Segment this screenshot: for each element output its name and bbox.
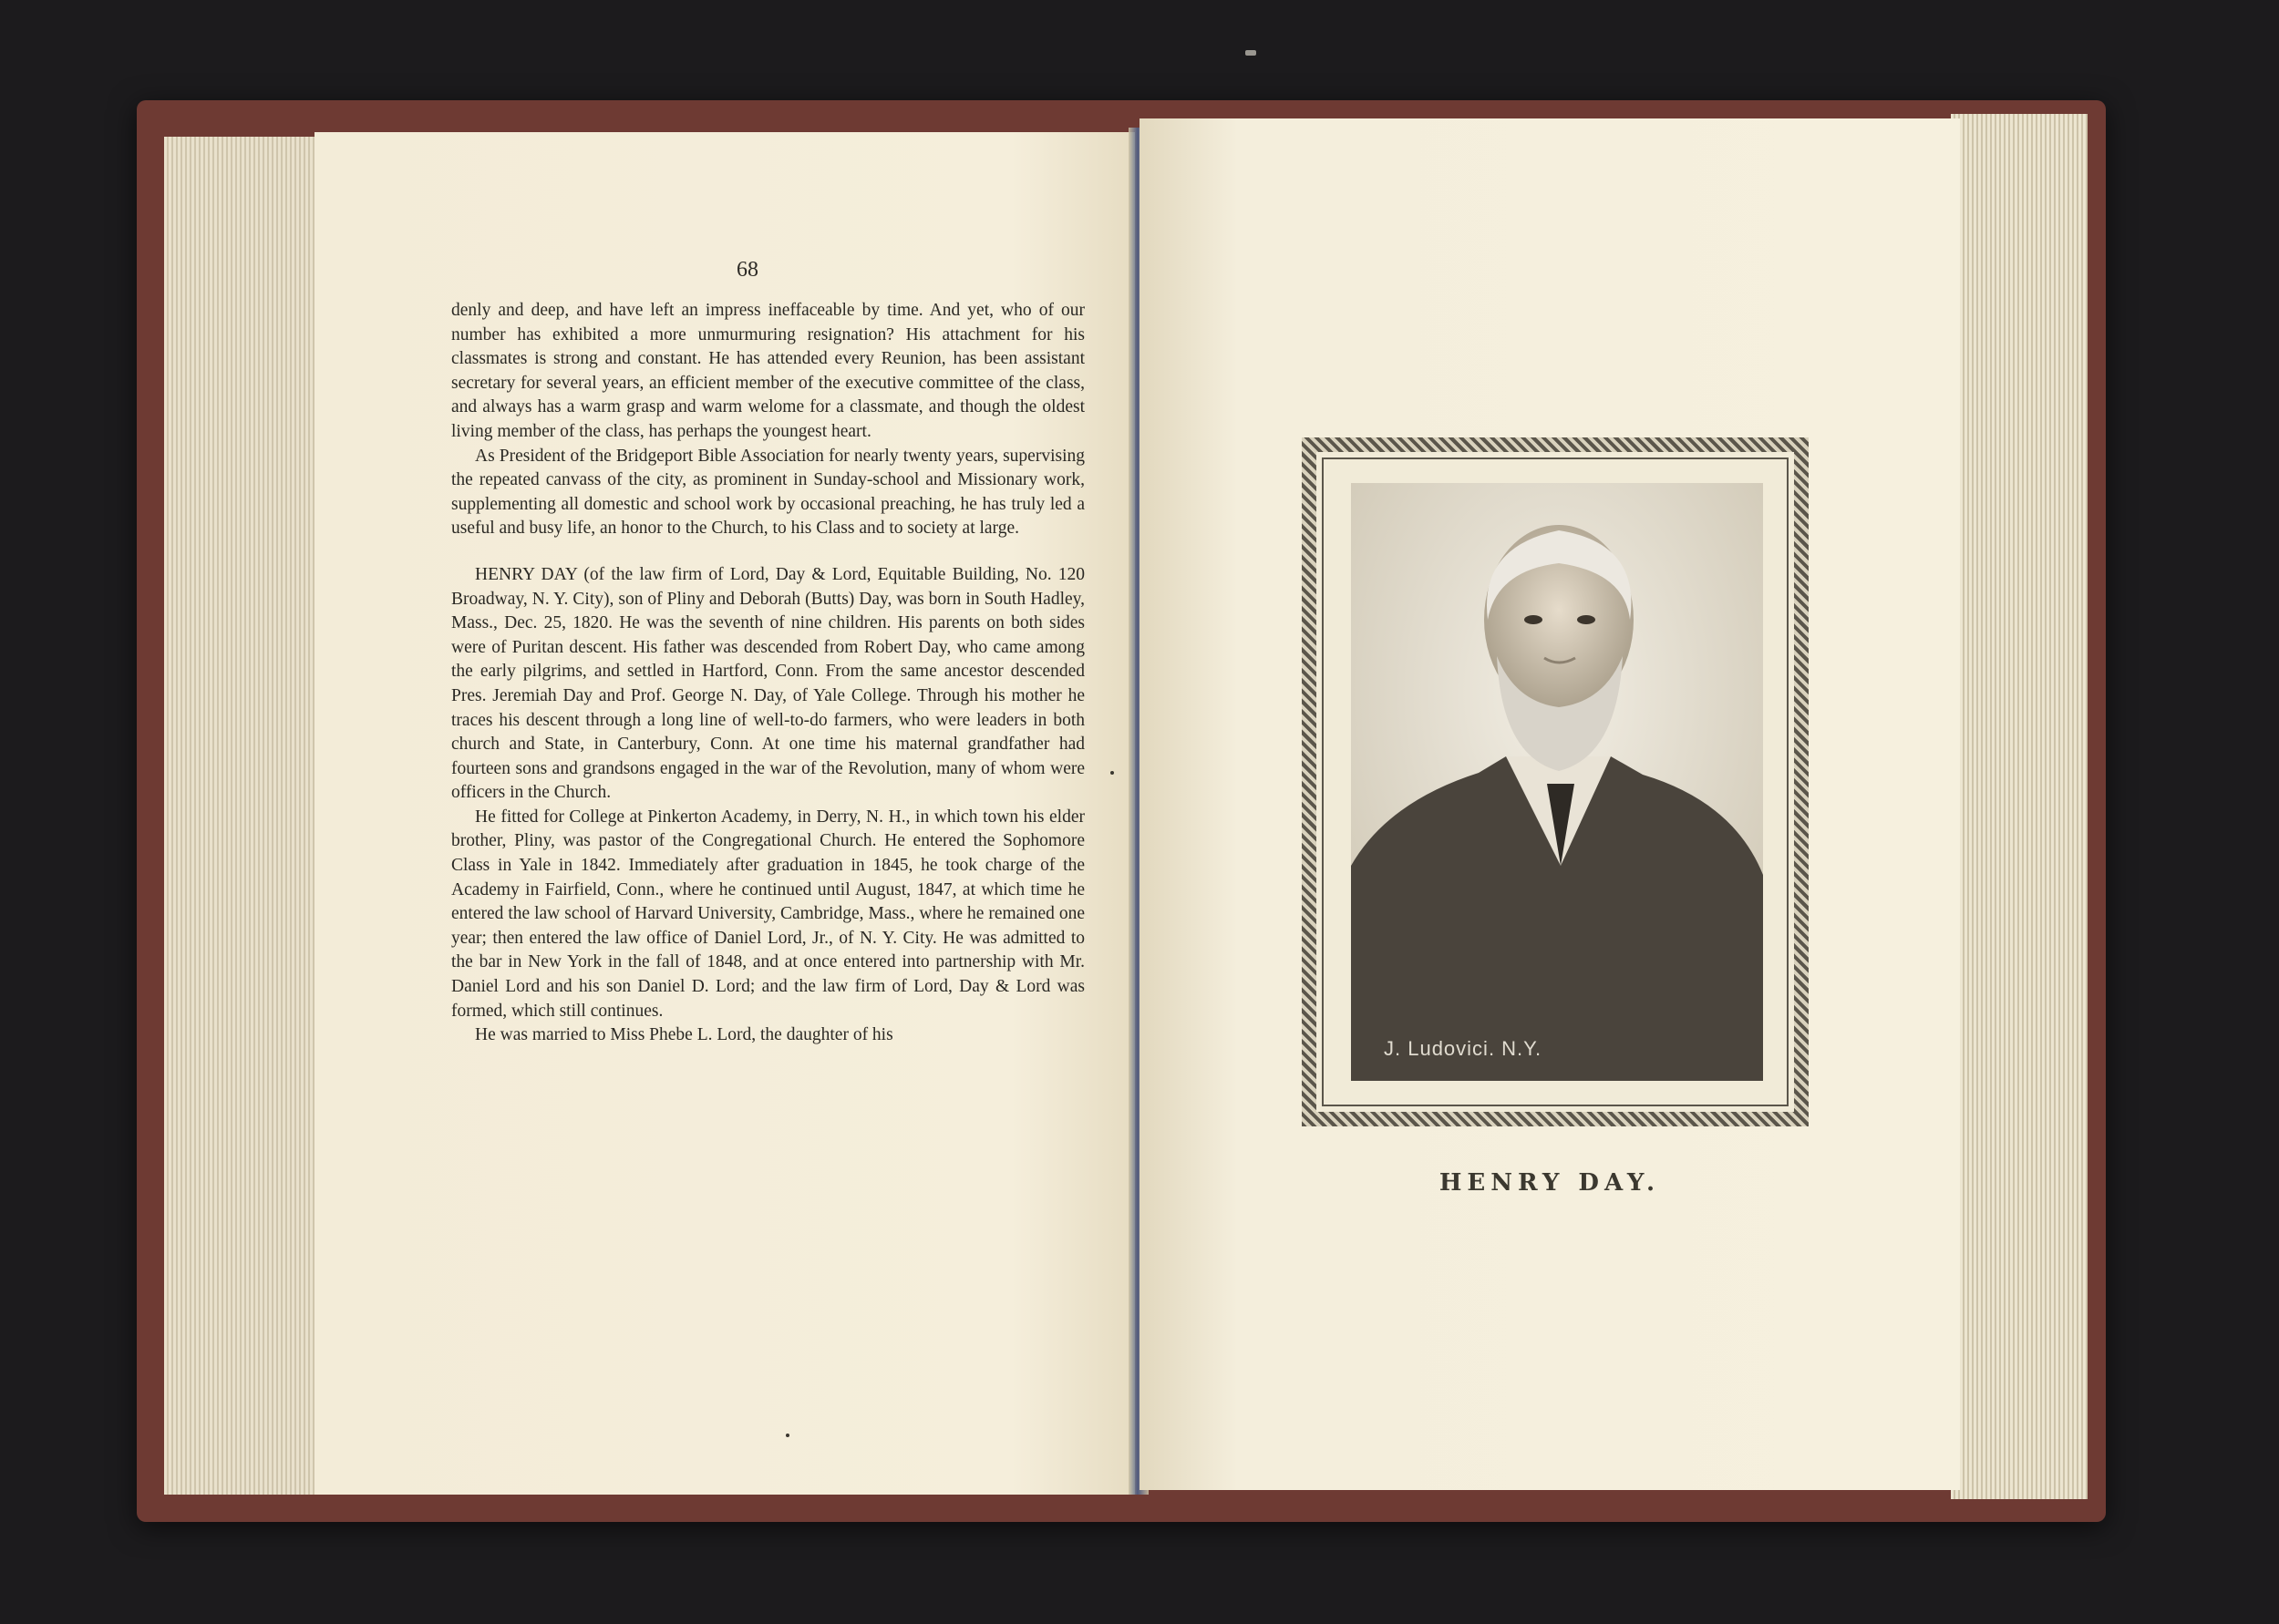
portrait-caption: HENRY DAY.: [1439, 1169, 1661, 1197]
page-edges-left: [164, 137, 319, 1495]
paragraph: As President of the Bridgeport Bible Association for nearly twenty years, supervising the repeated canvass of the city, as prominent in Sunday-school and Missionary work, supplementing all domestic and school work by occasional preaching, he has truly led a useful and busy life, an honor to the Church, to his Class and to society at large.: [451, 446, 1085, 539]
page-edges-right: [1951, 114, 2088, 1499]
page-number: 68: [737, 258, 758, 282]
page-speck: [786, 1434, 789, 1437]
paragraph: He was married to Miss Phebe L. Lord, the daughter of his: [475, 1025, 893, 1045]
portrait-photograph: [1351, 483, 1763, 1081]
body-text: [451, 299, 1085, 1048]
paragraph: HENRY DAY (of the law firm of Lord, Day & Lord, Equitable Building, No. 120 Broadway, N. Y. City), son of Pliny and Deborah (Butts) Day, was born in South Hadley, Mass., Dec. 25, 1820. He was the seventh of nine children. His parents on both sides were of Puritan descent. His father was descended from Robert Day, who came among the early pilgrims, and settled in Hartford, Conn. From the same ancestor descended Pres. Jeremiah Day and Prof. George N. Day, of Yale College. Through his mother he traces his descent through a long line of well-to-do farmers, who were leaders in both church and State, in Canterbury, Conn. At one time his maternal grandfather had fourteen sons and grandsons engaged in the war of the Revolution, many of whom were officers in the Church.: [451, 564, 1085, 803]
portrait-illustration: [1351, 483, 1763, 1081]
page-speck: [1245, 50, 1256, 56]
paragraph: denly and deep, and have left an impress ineffaceable by time. And yet, who of our number has exhibited a more unmurmuring resignation? His attachment for his classmates is strong and constant. He has attended every Reunion, has been assistant secretary for several years, an efficient member of the executive committee of the class, and always has a warm grasp and warm welome for a classmate, and though the oldest living member of the class, has perhaps the youngest heart.: [451, 301, 1085, 441]
paragraph: He fitted for College at Pinkerton Academy, in Derry, N. H., in which town his elder brother, Pliny, was pastor of the Congregational Church. He entered the Sophomore Class in Yale in 1842. Immediately after graduation in 1845, he took charge of the Academy in Fairfield, Conn., where he continued until August, 1847, at which time he entered the law school of Harvard University, Cambridge, Mass., where he remained one year; then entered the law office of Daniel Lord, Jr., of N. Y. City. He was admitted to the bar in New York in the fall of 1848, and at once entered into partnership with Mr. Daniel Lord and his son Daniel D. Lord; and the law firm of Lord, Day & Lord was formed, which still continues.: [451, 807, 1085, 1021]
left-page: [315, 132, 1135, 1495]
page-speck: [1110, 771, 1114, 775]
photo-credit: J. Ludovici. N.Y.: [1384, 1037, 1542, 1060]
